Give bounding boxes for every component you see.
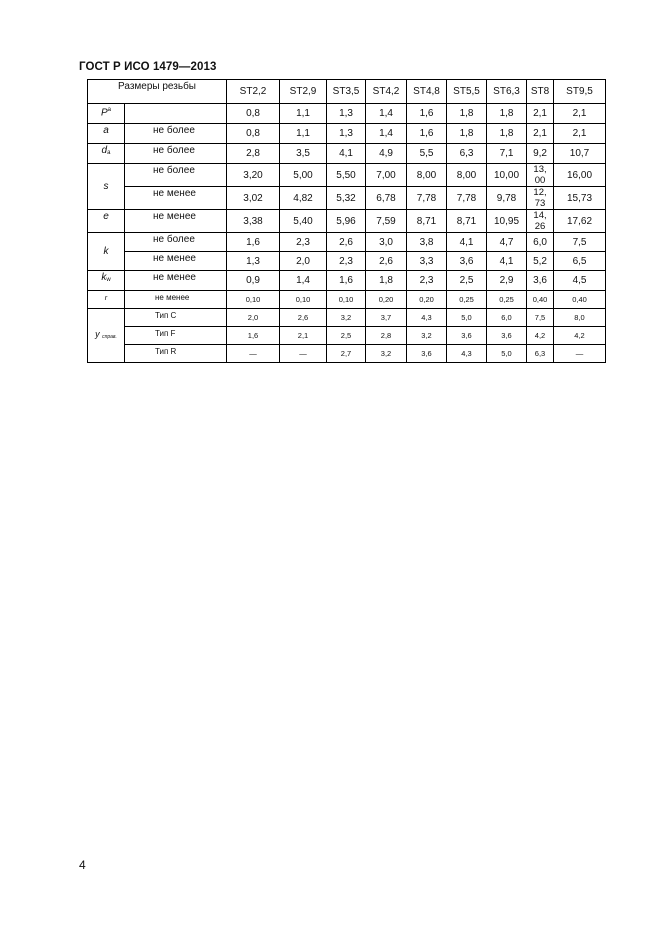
thread-dimensions-table [87,79,606,363]
table-cell: 2,3 [407,271,447,291]
table-cell: 2,1 [280,327,327,345]
document-header: ГОСТ Р ИСО 1479—2013 [79,61,217,73]
table-cell: 1,3 [227,252,280,271]
table-cell: 8,71 [407,210,447,233]
table-cell: 6,3 [527,345,554,363]
table-cell: 3,2 [327,309,366,327]
table-cell: 4,7 [487,233,527,252]
table-cell: 1,8 [447,104,487,124]
table-cell: 0,9 [227,271,280,291]
table-cell: 4,82 [280,187,327,210]
column-header: ST6,3 [487,80,527,104]
table-cell: 1,8 [487,124,527,144]
table-cell: 2,1 [554,124,606,144]
table-cell: 6,5 [554,252,606,271]
table-cell: 1,8 [366,271,407,291]
table-cell: 2,0 [227,309,280,327]
table-cell: 5,32 [327,187,366,210]
table-cell: 2,1 [554,104,606,124]
table-cell: 1,4 [280,271,327,291]
table-cell: — [554,345,606,363]
table-cell: 8,00 [407,164,447,187]
table-cell: 1,3 [327,104,366,124]
column-header: ST4,8 [407,80,447,104]
table-cell: 3,6 [447,327,487,345]
table-row-y-type-r [88,345,606,363]
table-cell: 5,50 [327,164,366,187]
table-cell: 5,96 [327,210,366,233]
table-cell: 1,8 [487,104,527,124]
row-symbol-s: s [88,164,125,210]
table-cell: 3,2 [366,345,407,363]
column-header: ST3,5 [327,80,366,104]
row-symbol-p: $P^a$ [88,104,125,124]
table-cell: 1,1 [280,104,327,124]
table-cell: 9,78 [487,187,527,210]
table-cell: 3,7 [366,309,407,327]
table-cell: 0,20 [366,291,407,309]
table-cell: 2,6 [280,309,327,327]
row-symbol-y: y $_{справ.}$ [88,309,125,363]
table-cell: 6,0 [487,309,527,327]
row-condition-empty [125,104,227,124]
table-row-e [88,210,606,233]
table-cell: 3,6 [407,345,447,363]
row-condition: не менее [125,187,227,210]
table-cell: 12, 73 [527,187,554,210]
table-cell: 2,5 [327,327,366,345]
table-cell: 3,6 [487,327,527,345]
table-row-kw [88,271,606,291]
table-cell: 15,73 [554,187,606,210]
table-cell: 4,1 [327,144,366,164]
table-cell: 2,1 [527,104,554,124]
table-cell: 10,00 [487,164,527,187]
row-condition: не менее [125,210,227,233]
table-cell: 2,8 [227,144,280,164]
table-cell: 8,00 [447,164,487,187]
table-cell: 4,5 [554,271,606,291]
row-condition: не менее [125,252,227,271]
table-cell: 2,6 [366,252,407,271]
table-row-y-type-f [88,327,606,345]
row-condition: Тип С [125,309,227,327]
row-condition: не менее [125,271,227,291]
table-cell: 0,40 [527,291,554,309]
table-cell: 4,3 [447,345,487,363]
table-row-k-max [88,233,606,252]
column-header: ST5,5 [447,80,487,104]
table-cell: 7,00 [366,164,407,187]
table-cell: 5,2 [527,252,554,271]
page-number: 4 [79,858,86,872]
row-symbol-da: $d_a$ [88,144,125,164]
row-condition: не менее [125,291,227,309]
table-cell: 13, 00 [527,164,554,187]
table-cell: 3,3 [407,252,447,271]
table-cell: 0,8 [227,124,280,144]
table-cell: 0,10 [227,291,280,309]
table-cell: 4,3 [407,309,447,327]
table-cell: 17,62 [554,210,606,233]
table-cell: 7,5 [527,309,554,327]
table-cell: 0,10 [280,291,327,309]
column-header: ST8 [527,80,554,104]
table-cell: 6,0 [527,233,554,252]
table-cell: 1,6 [227,233,280,252]
table-cell: 1,6 [407,104,447,124]
table-cell: 3,6 [447,252,487,271]
table-cell: 4,9 [366,144,407,164]
table-cell: 2,7 [327,345,366,363]
table-cell: 5,5 [407,144,447,164]
table-cell: 1,8 [447,124,487,144]
table-row-k-min [88,252,606,271]
table-cell: 8,0 [554,309,606,327]
column-header: ST9,5 [554,80,606,104]
table-cell: 3,2 [407,327,447,345]
header-thread-size-label: Размеры резьбы [88,80,227,104]
table-cell: 1,6 [327,271,366,291]
table-cell: 1,1 [280,124,327,144]
table-cell: 3,20 [227,164,280,187]
table-row-s-min [88,187,606,210]
table-cell: — [227,345,280,363]
table-cell: 16,00 [554,164,606,187]
table-cell: 5,40 [280,210,327,233]
row-condition: не более [125,124,227,144]
table-cell: 8,71 [447,210,487,233]
table-cell: 2,3 [280,233,327,252]
table-cell: 14, 26 [527,210,554,233]
table-cell: 7,1 [487,144,527,164]
table-cell: 7,59 [366,210,407,233]
table-row-s-max [88,164,606,187]
table-cell: — [280,345,327,363]
table-cell: 0,20 [407,291,447,309]
table-cell: 1,3 [327,124,366,144]
table-cell: 4,2 [527,327,554,345]
row-symbol-e: e [88,210,125,233]
table-cell: 10,7 [554,144,606,164]
row-condition: не более [125,233,227,252]
table-cell: 0,25 [447,291,487,309]
table-cell: 1,4 [366,104,407,124]
table-cell: 0,10 [327,291,366,309]
table-cell: 0,40 [554,291,606,309]
table-cell: 3,0 [366,233,407,252]
table-cell: 1,6 [227,327,280,345]
table-cell: 3,02 [227,187,280,210]
table-cell: 4,1 [487,252,527,271]
table-cell: 9,2 [527,144,554,164]
table-cell: 2,3 [327,252,366,271]
table-cell: 2,5 [447,271,487,291]
table-cell: 2,8 [366,327,407,345]
table-cell: 4,2 [554,327,606,345]
table-row-r [88,291,606,309]
table-cell: 3,38 [227,210,280,233]
table-header-row [88,80,606,104]
table-cell: 4,1 [447,233,487,252]
row-symbol-a: a [88,124,125,144]
column-header: ST2,2 [227,80,280,104]
table-cell: 3,5 [280,144,327,164]
table-cell: 3,6 [527,271,554,291]
column-header: ST2,9 [280,80,327,104]
table-cell: 1,6 [407,124,447,144]
row-symbol-r: r [88,291,125,309]
table-cell: 5,0 [487,345,527,363]
table-cell: 5,00 [280,164,327,187]
table-row-y-type-c [88,309,606,327]
table-cell: 7,78 [407,187,447,210]
table-cell: 6,78 [366,187,407,210]
row-symbol-k: k [88,233,125,271]
table-row-p [88,104,606,124]
table-cell: 3,8 [407,233,447,252]
row-condition: не более [125,164,227,187]
table-cell: 7,5 [554,233,606,252]
table-cell: 10,95 [487,210,527,233]
table-cell: 2,6 [327,233,366,252]
row-symbol-kw: $k_w$ [88,271,125,291]
table-cell: 0,8 [227,104,280,124]
column-header: ST4,2 [366,80,407,104]
table-cell: 2,1 [527,124,554,144]
table-cell: 2,0 [280,252,327,271]
table-cell: 2,9 [487,271,527,291]
table-row-da [88,144,606,164]
row-condition: Тип F [125,327,227,345]
table-cell: 6,3 [447,144,487,164]
table-cell: 5,0 [447,309,487,327]
row-condition: не более [125,144,227,164]
table-cell: 1,4 [366,124,407,144]
table-cell: 0,25 [487,291,527,309]
table-cell: 7,78 [447,187,487,210]
table-row-a [88,124,606,144]
row-condition: Тип R [125,345,227,363]
